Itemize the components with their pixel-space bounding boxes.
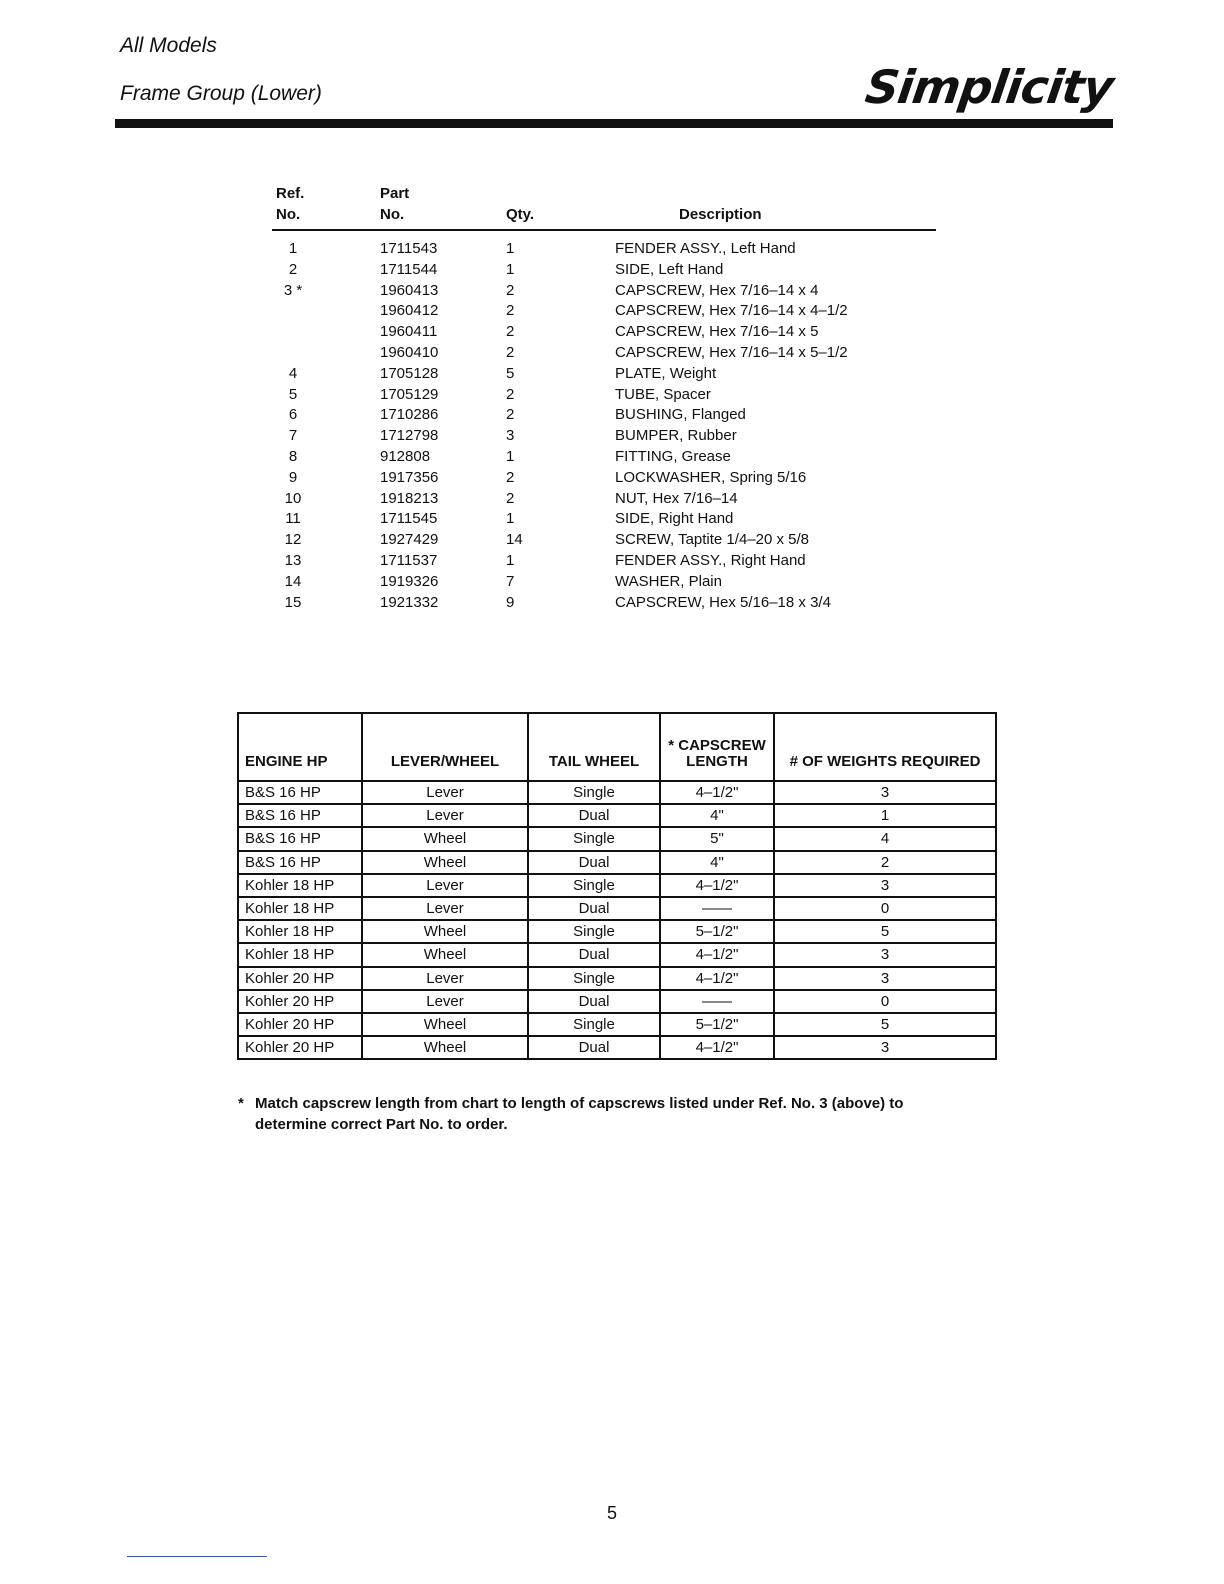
lever-wheel: Wheel xyxy=(362,827,528,850)
weights-required-header: # OF WEIGHTS REQUIRED xyxy=(774,713,996,781)
part-no: 1917356 xyxy=(380,468,439,486)
ref-no: 15 xyxy=(284,593,302,611)
weights-row xyxy=(238,990,996,1013)
ref-no: 5 xyxy=(288,385,298,403)
parts-row xyxy=(272,593,936,614)
parts-row xyxy=(272,426,936,447)
engine-hp-header: ENGINE HP xyxy=(238,713,362,781)
lever-wheel: Lever xyxy=(362,781,528,804)
capscrew-length: 5" xyxy=(660,827,774,850)
parts-row xyxy=(272,260,936,281)
weights-required: 5 xyxy=(774,920,996,943)
weights-row xyxy=(238,897,996,920)
tail-wheel: Dual xyxy=(528,1036,660,1059)
parts-list-header xyxy=(272,183,936,231)
part-no: 1960412 xyxy=(380,302,439,320)
parts-row xyxy=(272,405,936,426)
ref-header: Ref. No. xyxy=(276,185,305,223)
capscrew-length: 4–1/2" xyxy=(660,874,774,897)
qty: 9 xyxy=(506,593,515,611)
capscrew-length: 4–1/2" xyxy=(660,967,774,990)
lever-wheel: Wheel xyxy=(362,1013,528,1036)
lever-wheel: Lever xyxy=(362,804,528,827)
capscrew-length: 4" xyxy=(660,804,774,827)
ref-no: 1 xyxy=(288,240,298,257)
engine-hp: B&S 16 HP xyxy=(238,851,362,874)
tail-wheel: Single xyxy=(528,781,660,804)
weights-row xyxy=(238,1013,996,1036)
parts-list-rows xyxy=(272,231,936,613)
part-no: 1960413 xyxy=(380,281,439,299)
ref-no: 10 xyxy=(284,489,302,507)
capscrew-length: 4" xyxy=(660,851,774,874)
description: BUSHING, Flanged xyxy=(615,406,746,424)
part-no: 1921332 xyxy=(380,593,439,611)
description: LOCKWASHER, Spring 5/16 xyxy=(615,468,807,486)
weights-table xyxy=(237,712,997,1060)
engine-hp: Kohler 20 HP xyxy=(238,967,362,990)
part-no: 1960410 xyxy=(380,343,439,361)
qty: 2 xyxy=(506,406,515,424)
part-no: 912808 xyxy=(380,447,431,465)
tail-wheel: Dual xyxy=(528,990,660,1013)
ref-no: 14 xyxy=(284,572,302,590)
description: TUBE, Spacer xyxy=(615,385,711,403)
tail-wheel: Dual xyxy=(528,897,660,920)
parts-row xyxy=(272,364,936,385)
qty: 2 xyxy=(506,302,515,320)
qty: 2 xyxy=(506,385,515,403)
weights-row xyxy=(238,920,996,943)
part-no: 1711545 xyxy=(380,510,438,528)
lever-wheel: Lever xyxy=(362,874,528,897)
qty: 2 xyxy=(506,343,515,361)
engine-hp: Kohler 18 HP xyxy=(238,897,362,920)
tail-wheel: Single xyxy=(528,920,660,943)
qty: 3 xyxy=(506,427,515,445)
engine-hp: Kohler 18 HP xyxy=(238,920,362,943)
description: PLATE, Weight xyxy=(615,364,717,382)
tail-wheel: Single xyxy=(528,967,660,990)
qty: 5 xyxy=(506,364,515,382)
qty: 2 xyxy=(506,281,515,299)
qty: 7 xyxy=(506,572,515,590)
qty: 1 xyxy=(506,447,515,465)
part-no: 1705129 xyxy=(380,385,439,403)
lever-wheel: Wheel xyxy=(362,943,528,966)
description: CAPSCREW, Hex 7/16–14 x 4–1/2 xyxy=(615,302,848,320)
capscrew-length: —— xyxy=(660,990,774,1013)
weights-required: 2 xyxy=(774,851,996,874)
ref-no: 6 xyxy=(288,406,298,424)
footnote-text: Match capscrew length from chart to length of capscrews listed under Ref. No. 3 (above) to determine correct Part No. to order. xyxy=(255,1095,904,1133)
capscrew-length: —— xyxy=(660,897,774,920)
lever-wheel: Wheel xyxy=(362,920,528,943)
parts-row xyxy=(272,468,936,489)
qty-header: Qty. xyxy=(506,206,535,223)
tail-wheel-header: TAIL WHEEL xyxy=(528,713,660,781)
weights-required: 3 xyxy=(774,874,996,897)
part-header: Part No. xyxy=(380,185,410,223)
ref-no: 7 xyxy=(288,427,298,445)
weights-required: 4 xyxy=(774,827,996,850)
lever-wheel: Lever xyxy=(362,967,528,990)
lever-wheel: Wheel xyxy=(362,1036,528,1059)
capscrew-length-header: * CAPSCREW LENGTH xyxy=(660,713,774,781)
qty: 2 xyxy=(506,489,515,507)
weights-required: 3 xyxy=(774,943,996,966)
ref-no: 11 xyxy=(285,510,301,528)
weights-row xyxy=(238,943,996,966)
lever-wheel-header: LEVER/WHEEL xyxy=(362,713,528,781)
description: SIDE, Left Hand xyxy=(615,260,724,278)
footer-line xyxy=(127,1556,267,1557)
qty: 1 xyxy=(506,551,515,569)
lever-wheel: Wheel xyxy=(362,851,528,874)
description: WASHER, Plain xyxy=(615,572,722,590)
part-no: 1960411 xyxy=(380,323,438,341)
weights-required: 3 xyxy=(774,967,996,990)
capscrew-length: 4–1/2" xyxy=(660,1036,774,1059)
parts-row xyxy=(272,509,936,530)
capscrew-length: 5–1/2" xyxy=(660,920,774,943)
parts-row xyxy=(272,489,936,510)
tail-wheel: Single xyxy=(528,874,660,897)
parts-row xyxy=(272,530,936,551)
parts-row xyxy=(272,322,936,343)
weights-table-header xyxy=(238,713,996,781)
weights-required: 1 xyxy=(774,804,996,827)
parts-row xyxy=(272,239,936,260)
weights-row xyxy=(238,874,996,897)
engine-hp: Kohler 20 HP xyxy=(238,990,362,1013)
parts-row xyxy=(272,281,936,302)
parts-row xyxy=(272,572,936,593)
part-no: 1927429 xyxy=(380,531,439,549)
part-no: 1705128 xyxy=(380,364,439,382)
part-no: 1919326 xyxy=(380,572,439,590)
weights-required: 3 xyxy=(774,781,996,804)
description-header: Description xyxy=(679,206,762,223)
weights-row xyxy=(238,851,996,874)
engine-hp: Kohler 20 HP xyxy=(238,1036,362,1059)
section-title: Frame Group (Lower) xyxy=(120,82,322,105)
part-no: 1918213 xyxy=(380,489,439,507)
part-no: 1712798 xyxy=(380,427,439,445)
parts-row xyxy=(272,551,936,572)
capscrew-length: 5–1/2" xyxy=(660,1013,774,1036)
ref-no: 8 xyxy=(288,447,298,465)
description: BUMPER, Rubber xyxy=(615,427,737,445)
part-no: 1711537 xyxy=(380,551,438,569)
tail-wheel: Single xyxy=(528,1013,660,1036)
ref-no: 3 * xyxy=(283,281,303,299)
tail-wheel: Dual xyxy=(528,851,660,874)
capscrew-length: 4–1/2" xyxy=(660,781,774,804)
weights-required: 3 xyxy=(774,1036,996,1059)
qty: 1 xyxy=(506,240,515,257)
weights-row xyxy=(238,804,996,827)
description: CAPSCREW, Hex 7/16–14 x 5–1/2 xyxy=(615,343,848,361)
engine-hp: Kohler 18 HP xyxy=(238,874,362,897)
weights-required: 0 xyxy=(774,897,996,920)
footnote xyxy=(238,1093,978,1135)
description: CAPSCREW, Hex 5/16–18 x 3/4 xyxy=(615,593,831,611)
description: NUT, Hex 7/16–14 xyxy=(615,489,738,507)
tail-wheel: Dual xyxy=(528,804,660,827)
header-rule xyxy=(115,119,1113,128)
brand-logo: Simplicity xyxy=(861,60,1116,114)
description: SCREW, Taptite 1/4–20 x 5/8 xyxy=(615,531,809,549)
weights-required: 5 xyxy=(774,1013,996,1036)
part-no: 1711543 xyxy=(380,240,438,257)
ref-no: 12 xyxy=(284,531,302,549)
description: FENDER ASSY., Left Hand xyxy=(615,240,796,257)
engine-hp: Kohler 18 HP xyxy=(238,943,362,966)
engine-hp: B&S 16 HP xyxy=(238,781,362,804)
lever-wheel: Lever xyxy=(362,897,528,920)
weights-row xyxy=(238,781,996,804)
weights-required: 0 xyxy=(774,990,996,1013)
parts-list xyxy=(272,183,936,613)
parts-row xyxy=(272,301,936,322)
description: SIDE, Right Hand xyxy=(615,510,734,528)
engine-hp: B&S 16 HP xyxy=(238,804,362,827)
weights-row xyxy=(238,827,996,850)
page-number: 5 xyxy=(606,1503,617,1523)
engine-hp: B&S 16 HP xyxy=(238,827,362,850)
qty: 1 xyxy=(506,260,515,278)
part-no: 1710286 xyxy=(380,406,439,424)
parts-row xyxy=(272,385,936,406)
engine-hp: Kohler 20 HP xyxy=(238,1013,362,1036)
description: FENDER ASSY., Right Hand xyxy=(615,551,806,569)
weights-row xyxy=(238,967,996,990)
footnote-mark: * xyxy=(238,1095,244,1112)
description: CAPSCREW, Hex 7/16–14 x 4 xyxy=(615,281,819,299)
description: FITTING, Grease xyxy=(615,447,731,465)
model-label: All Models xyxy=(120,34,217,57)
tail-wheel: Single xyxy=(528,827,660,850)
qty: 1 xyxy=(506,510,515,528)
part-no: 1711544 xyxy=(380,260,438,278)
lever-wheel: Lever xyxy=(362,990,528,1013)
tail-wheel: Dual xyxy=(528,943,660,966)
capscrew-length: 4–1/2" xyxy=(660,943,774,966)
ref-no: 2 xyxy=(288,260,298,278)
parts-row xyxy=(272,447,936,468)
description: CAPSCREW, Hex 7/16–14 x 5 xyxy=(615,323,819,341)
weights-row xyxy=(238,1036,996,1059)
qty: 14 xyxy=(506,531,523,549)
ref-no: 9 xyxy=(288,468,298,486)
qty: 2 xyxy=(506,468,515,486)
ref-no: 13 xyxy=(284,551,302,569)
parts-row xyxy=(272,343,936,364)
ref-no: 4 xyxy=(288,364,298,382)
qty: 2 xyxy=(506,323,515,341)
